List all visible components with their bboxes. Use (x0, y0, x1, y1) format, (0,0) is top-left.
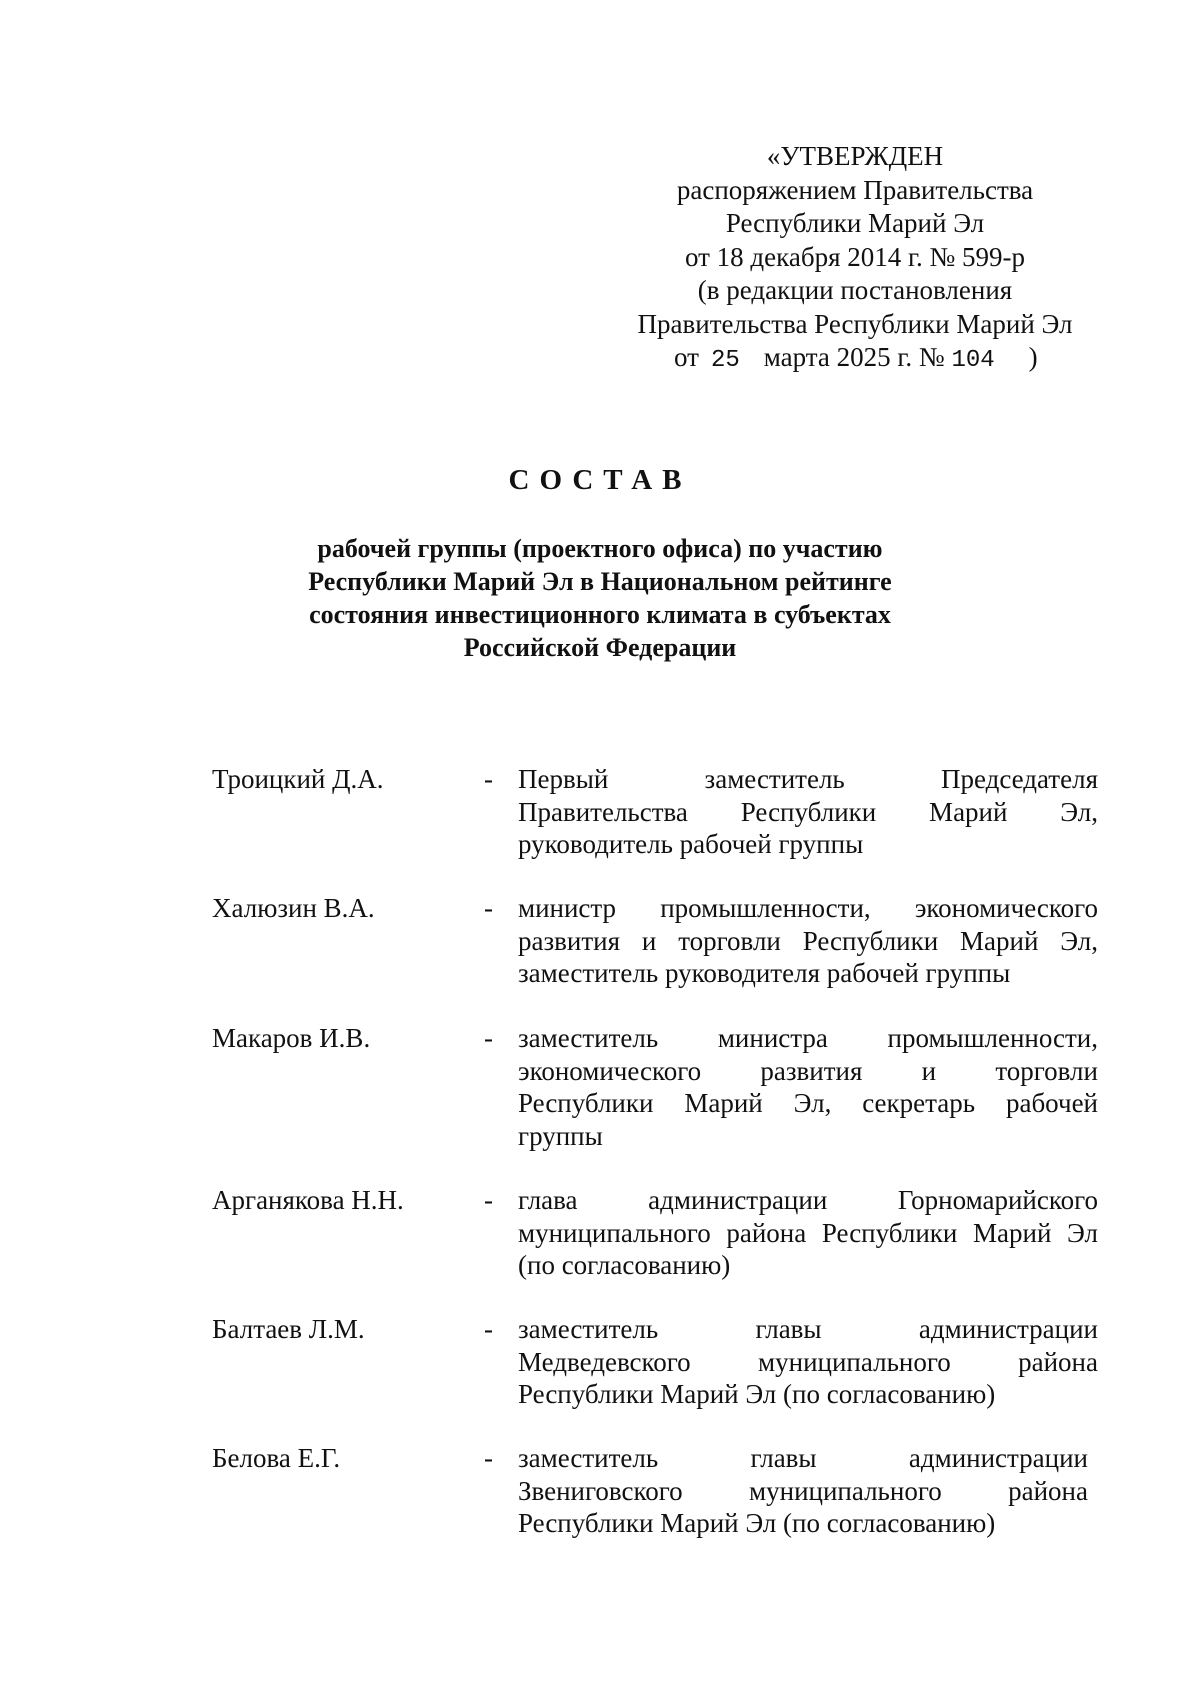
role-line: заместитель министра промышленности, (518, 1023, 1098, 1053)
approval-stamp (620, 140, 1090, 378)
amendment-number: 104 (951, 347, 995, 374)
role-line: развития и торговли Республики Марий Эл, (518, 925, 1098, 956)
member-role (518, 763, 1098, 861)
role-line: министр промышленности, экономического (518, 893, 1098, 923)
role-line: Республики Марий Эл (по согласованию) (518, 1508, 996, 1539)
approval-line: распоряжением Правительства (676, 174, 1034, 205)
approval-line: Республики Марий Эл (725, 208, 985, 238)
approval-line: Правительства Республики Марий Эл (637, 308, 1073, 339)
amendment-month-year: марта 2025 г. № (763, 342, 945, 372)
role-line: Республики Марий Эл (по согласованию) (518, 1379, 996, 1410)
member-dash: - (484, 764, 493, 794)
role-line: заместитель главы администрации (518, 1443, 1088, 1473)
page-subtitle (0, 532, 1200, 664)
role-line: экономического развития и торговли (518, 1055, 1098, 1086)
approval-line: «УТВЕРЖДЕН (766, 141, 944, 171)
amendment-close: ) (1028, 342, 1038, 372)
amendment-day: 25 (710, 347, 740, 374)
role-line: руководитель рабочей группы (518, 829, 864, 860)
role-line: Первый заместитель Председателя (518, 764, 1098, 794)
subtitle-line: рабочей группы (проектного офиса) по участию (317, 534, 883, 563)
member-role (518, 1022, 1098, 1152)
member-role (518, 1442, 1088, 1540)
member-name: Макаров И.В. (212, 1023, 371, 1053)
role-line: группы (518, 1120, 603, 1151)
role-line: муниципального района Республики Марий Эл (518, 1217, 1098, 1248)
member-dash: - (484, 893, 493, 923)
subtitle-line: Российской Федерации (463, 633, 737, 662)
role-line: Медведевского муниципального района (518, 1346, 1098, 1377)
member-dash: - (484, 1185, 493, 1215)
member-name: Арганякова Н.Н. (212, 1185, 404, 1215)
role-line: глава администрации Горномарийского (518, 1185, 1098, 1215)
role-line: заместитель главы администрации (518, 1314, 1098, 1344)
member-role (518, 1184, 1098, 1282)
member-name: Белова Е.Г. (212, 1443, 341, 1473)
role-line: Правительства Республики Марий Эл, (518, 796, 1098, 827)
subtitle-line: Республики Марий Эл в Национальном рейтинге (308, 567, 892, 596)
member-role (518, 892, 1098, 990)
member-dash: - (484, 1023, 493, 1053)
member-dash: - (484, 1314, 493, 1344)
amendment-prefix: от (674, 342, 699, 372)
amendment-line (620, 341, 1090, 378)
member-name: Троицкий Д.А. (212, 764, 384, 794)
subtitle-line: состояния инвестиционного климата в субъектах (309, 600, 891, 629)
member-name: Халюзин В.А. (212, 893, 375, 923)
role-line: Звениговского муниципального района (518, 1475, 1088, 1506)
approval-line: от 18 декабря 2014 г. № 599-р (684, 241, 1026, 272)
role-line: заместитель руководителя рабочей группы (518, 958, 1011, 989)
member-name: Балтаев Л.М. (212, 1314, 365, 1344)
role-line: Республики Марий Эл, секретарь рабочей (518, 1088, 1098, 1119)
member-dash: - (484, 1443, 493, 1473)
member-role (518, 1313, 1098, 1411)
page-title: СОСТАВ (508, 464, 692, 496)
approval-line: (в редакции постановления (697, 275, 1013, 305)
role-line: (по согласованию) (518, 1250, 731, 1281)
